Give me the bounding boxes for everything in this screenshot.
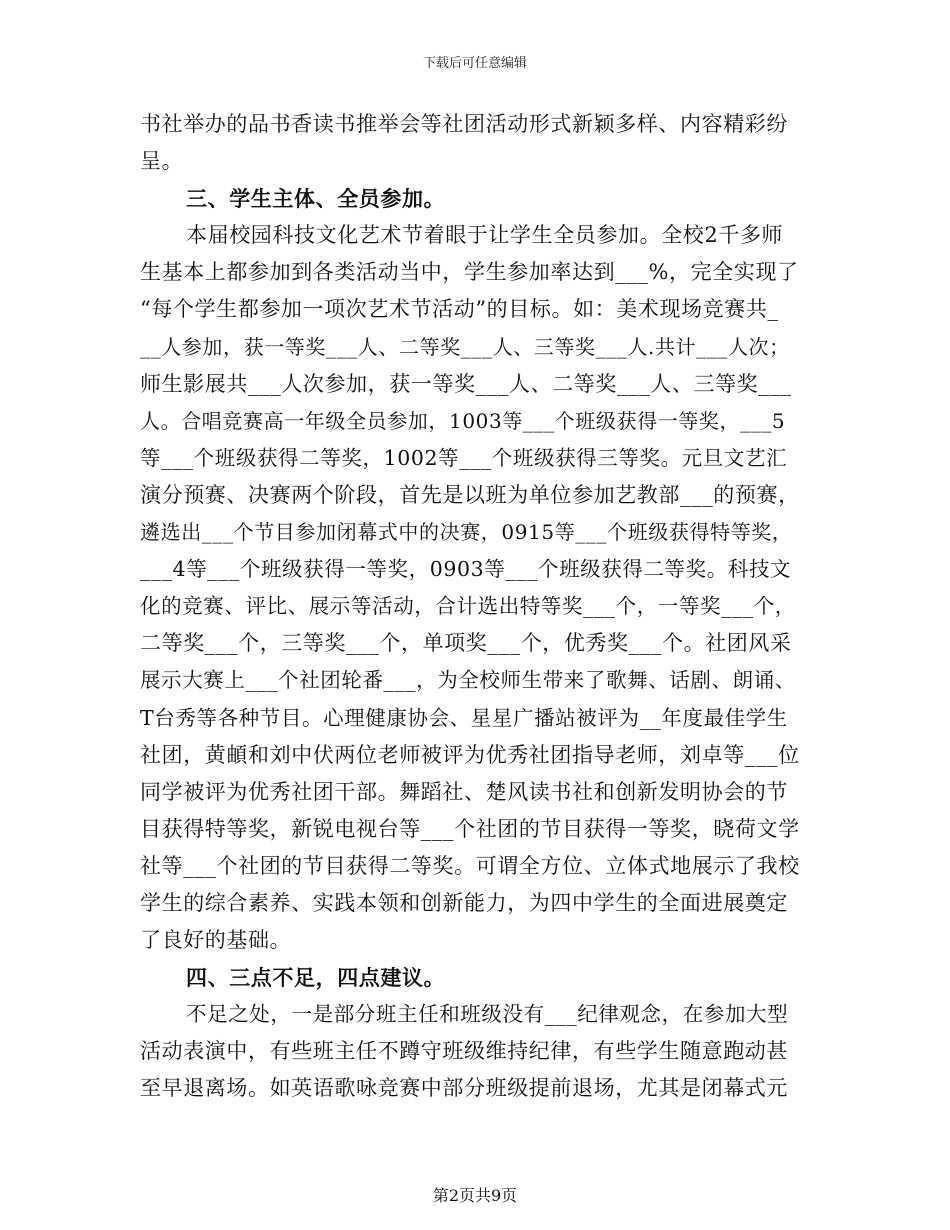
paragraph-line: 社团，黄頔和刘中伏两位老师被评为优秀社团指导老师，刘卓等___位 xyxy=(140,742,800,767)
paragraph-line: 本届校园科技文化艺术节着眼于让学生全员参加。全校2千多师 xyxy=(186,223,784,248)
paragraph-line: 二等奖___个，三等奖___个，单项奖___个，优秀奖___个。社团风采 xyxy=(140,631,792,656)
document-body xyxy=(140,106,800,1108)
paragraph-line: “每个学生都参加一项次艺术节活动”的目标。如：美术现场竞赛共_ xyxy=(140,297,779,322)
paragraph-line: 呈。 xyxy=(140,149,184,174)
paragraph-line: T台秀等各种节目。心理健康协会、星星广播站被评为__年度最佳学生 xyxy=(140,705,788,730)
page-footer: 第2页共9页 xyxy=(432,1186,518,1205)
paragraph-line: ___4等___个班级获得一等奖，0903等___个班级获得二等奖。科技文 xyxy=(140,557,792,582)
paragraph-line: 化的竞赛、评比、展示等活动，合计选出特等奖___个，一等奖___个， xyxy=(140,594,796,619)
paragraph-line: 了良好的基础。 xyxy=(140,928,292,953)
paragraph-line: 社等___个社团的节目获得二等奖。可谓全方位、立体式地展示了我校 xyxy=(140,853,800,878)
section-heading: 四、三点不足，四点建议。 xyxy=(186,965,446,991)
paragraph-line: 演分预赛、决赛两个阶段，首先是以班为单位参加艺教部___的预赛， xyxy=(140,482,800,507)
paragraph-line: 学生的综合素养、实践本领和创新能力，为四中学生的全面进展奠定 xyxy=(140,890,788,915)
paragraph-line: 生基本上都参加到各类活动当中，学生参加率达到___%，完全实现了 xyxy=(140,260,799,285)
paragraph-line: 遴选出___个节目参加闭幕式中的决赛，0915等___个班级获得特等奖， xyxy=(140,520,793,545)
section-heading: 三、学生主体、全员参加。 xyxy=(186,186,446,212)
paragraph-line: 不足之处，一是部分班主任和班级没有___纪律观念，在参加大型 xyxy=(186,1002,789,1027)
paragraph-line: 至早退离场。如英语歌咏竞赛中部分班级提前退场，尤其是闭幕式元 xyxy=(140,1076,788,1101)
paragraph-line: 师生影展共___人次参加，获一等奖___人、二等奖___人、三等奖___ xyxy=(140,371,792,396)
paragraph-line: 等___个班级获得二等奖，1002等___个班级获得三等奖。元旦文艺汇 xyxy=(140,445,788,470)
paragraph-line: 目获得特等奖，新锐电视台等___个社团的节目获得一等奖，晓荷文学 xyxy=(140,816,800,841)
paragraph-line: 书社举办的品书香读书推举会等社团活动形式新颖多样、内容精彩纷 xyxy=(140,112,788,136)
paragraph-line: __人参加，获一等奖___人、二等奖___人、三等奖___人.共计___人次； xyxy=(140,334,790,359)
paragraph-line: 活动表演中，有些班主任不蹲守班级维持纪律，有些学生随意跑动甚 xyxy=(140,1039,788,1064)
paragraph-line: 展示大赛上___个社团轮番___，为全校师生带来了歌舞、话剧、朗诵、 xyxy=(140,668,796,693)
paragraph-line: 人。合唱竞赛高一年级全员参加，1003等___个班级获得一等奖，___5 xyxy=(140,408,786,433)
page-header: 下载后可任意编辑 xyxy=(422,56,527,71)
paragraph-line: 同学被评为优秀社团干部。舞蹈社、楚风读书社和创新发明协会的节 xyxy=(140,779,788,804)
